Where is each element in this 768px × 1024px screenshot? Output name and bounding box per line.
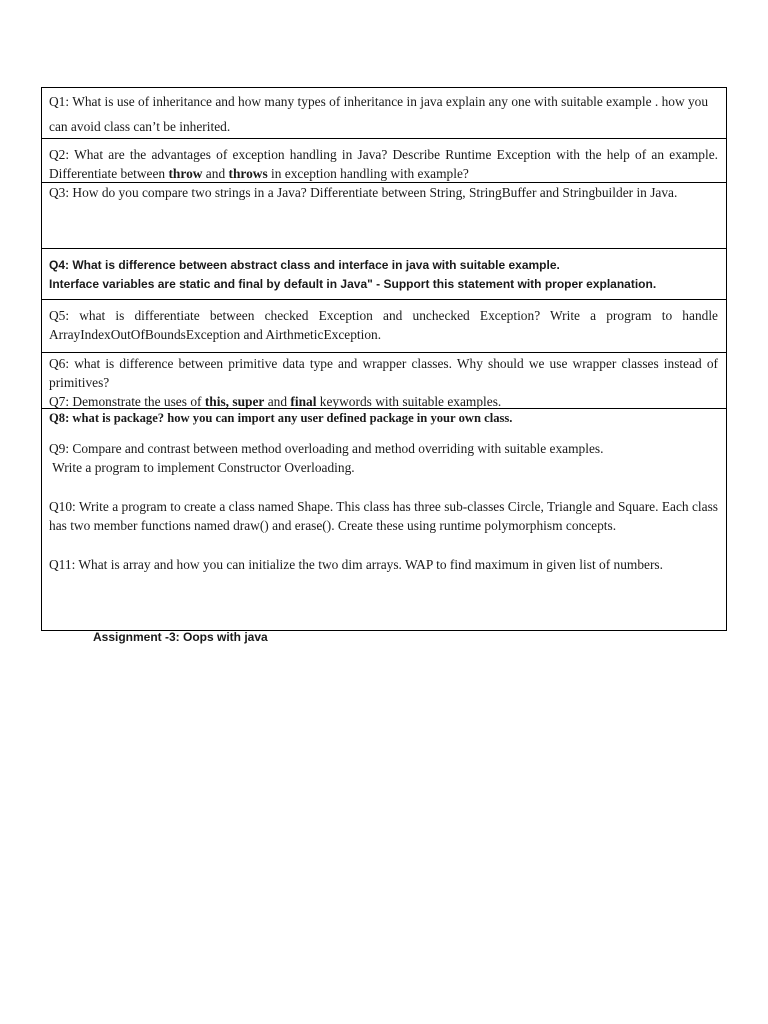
- q9-line1: Q9: Compare and contrast between method overloading and method overriding with suitable examples.: [49, 441, 604, 456]
- q8-text: Q8: what is package? how you can import any user defined package in your own class.: [49, 411, 513, 425]
- question-q6-q7: [42, 353, 726, 409]
- q2-throws-keyword: throws: [228, 166, 268, 181]
- q7-text-end: keywords with suitable examples.: [316, 394, 502, 409]
- q10-text: Q10: Write a program to create a class named Shape. This class has three sub-classes Circle, Triangle and Square. Each class has two member functions named draw() and erase(). Create these using runtime polymorphism concepts.: [49, 499, 718, 533]
- q2-text-end: in exception handling with example?: [267, 166, 469, 181]
- q4-line2: Interface variables are static and final by default in Java" - Support this statement with proper explanation.: [49, 277, 657, 291]
- q2-and: and: [202, 166, 229, 181]
- spacer: [49, 535, 718, 555]
- q7-final-keyword: final: [290, 394, 317, 409]
- q3-text: Q3: How do you compare two strings in a Java? Differentiate between String, StringBuffer and Stringbuilder in Java.: [49, 185, 678, 200]
- q7-this-super-keywords: this, super: [204, 394, 265, 409]
- question-q8-q11: [42, 409, 726, 630]
- questions-table: [41, 87, 727, 631]
- question-q4: [42, 249, 726, 300]
- question-q2: [42, 139, 726, 183]
- q5-text: Q5: what is differentiate between checked Exception and unchecked Exception? Write a program to handle ArrayIndexOutOfBoundsException and AirthmeticException.: [49, 308, 718, 342]
- q9-line2: Write a program to implement Constructor Overloading.: [49, 460, 355, 475]
- spacer: [49, 477, 718, 497]
- assignment-title: Assignment -3: Oops with java: [93, 630, 268, 644]
- q2-text-start: Q2: What are the advantages of exception handling in Java? Describe Runtime Exception with the help of an example. Differentiate between: [49, 147, 718, 181]
- q6-text: Q6: what is difference between primitive data type and wrapper classes. Why should we use wrapper classes instead of primitives?: [49, 356, 718, 390]
- q7-and: and: [264, 394, 291, 409]
- q4-line1: Q4: What is difference between abstract class and interface in java with suitable example.: [49, 258, 560, 272]
- question-q5: [42, 300, 726, 353]
- q7-text-start: Q7: Demonstrate the uses of: [49, 394, 205, 409]
- question-q1: [42, 88, 726, 139]
- question-q3: [42, 183, 726, 249]
- q2-throw-keyword: throw: [168, 166, 203, 181]
- spacer: [49, 428, 718, 439]
- q11-text: Q11: What is array and how you can initialize the two dim arrays. WAP to find maximum in given list of numbers.: [49, 557, 663, 572]
- q1-text: Q1: What is use of inheritance and how many types of inheritance in java explain any one with suitable example . how you can avoid class can’t be inherited.: [49, 94, 709, 134]
